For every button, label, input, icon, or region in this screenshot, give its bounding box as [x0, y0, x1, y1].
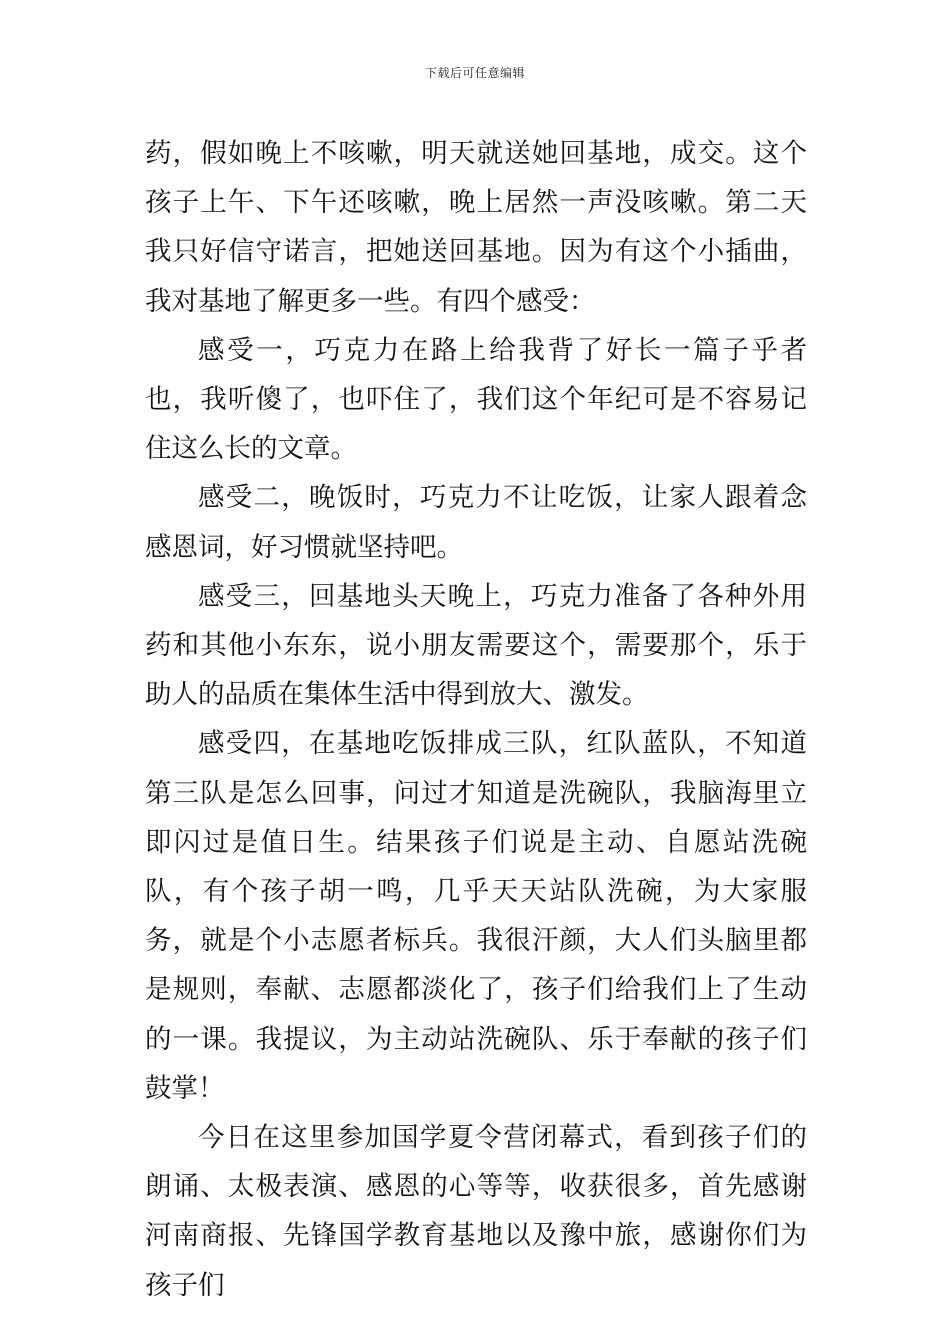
paragraph-feeling-1: 感受一，巧克力在路上给我背了好长一篇子乎者也，我听傻了，也吓住了，我们这个年纪可是不容易记住这么长的文章。	[145, 334, 807, 465]
document-body	[145, 129, 807, 1310]
paragraph-feeling-2: 感受二，晚饭时，巧克力不让吃饭，让家人跟着念感恩词，好习惯就坚持吧。	[145, 482, 807, 563]
paragraph-feeling-4: 感受四，在基地吃饭排成三队，红队蓝队，不知道第三队是怎么回事，问过才知道是洗碗队，我脑海里立即闪过是值日生。结果孩子们说是主动、自愿站洗碗队，有个孩子胡一鸣，几乎天天站队洗碗，为大家服务，就是个小志愿者标兵。我很汗颜，大人们头脑里都是规则，奉献、志愿都淡化了，孩子们给我们上了生动的一课。我提议，为主动站洗碗队、乐于奉献的孩子们鼓掌！	[145, 728, 807, 1104]
paragraph-closing: 今日在这里参加国学夏令营闭幕式，看到孩子们的朗诵、太极表演、感恩的心等等，收获很多，首先感谢河南商报、先锋国学教育基地以及豫中旅，感谢你们为孩子们	[145, 1122, 807, 1301]
page-header-note: 下载后可任意编辑	[424, 66, 525, 80]
paragraph-feeling-3: 感受三，回基地头天晚上，巧克力准备了各种外用药和其他小东东，说小朋友需要这个，需要那个，乐于助人的品质在集体生活中得到放大、激发。	[145, 580, 807, 711]
paragraph-1: 药，假如晚上不咳嗽，明天就送她回基地，成交。这个孩子上午、下午还咳嗽，晚上居然一声没咳嗽。第二天我只好信守诺言，把她送回基地。因为有这个小插曲，我对基地了解更多一些。有四个感受：	[145, 138, 807, 317]
